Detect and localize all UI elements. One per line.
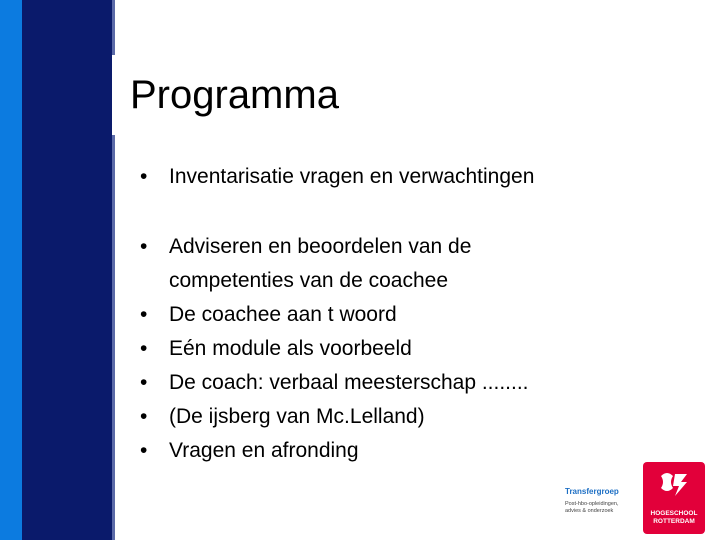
transfergroep-subtitle xyxy=(565,501,635,515)
bullet-dot: • xyxy=(140,165,148,188)
school-name-line: ROTTERDAM xyxy=(653,518,695,525)
bullet-dot: • xyxy=(140,371,148,394)
bullet-text: Adviseren en beoordelen van de competenties van de coachee xyxy=(169,235,472,292)
bullet-dot: • xyxy=(140,405,148,428)
sidebar-accent-stripe xyxy=(0,0,22,540)
bullet-list xyxy=(140,160,700,468)
transfergroep-logo xyxy=(565,487,635,527)
hogeschool-rotterdam-logo xyxy=(643,462,705,534)
bullet-dot: • xyxy=(140,337,148,360)
bullet-text: De coachee aan t woord xyxy=(169,303,397,326)
hogeschool-rotterdam-text xyxy=(643,510,705,526)
bullet-text: Eén module als voorbeeld xyxy=(169,337,412,360)
slide-title: Programma xyxy=(130,73,339,117)
bullet-text: De coach: verbaal meesterschap ........ xyxy=(169,371,529,394)
school-name-line: HOGESCHOOL xyxy=(650,510,698,517)
bullet-item xyxy=(140,230,700,298)
bullet-dot: • xyxy=(140,439,148,462)
bullet-dot: • xyxy=(140,235,148,258)
transfergroep-subtitle-line: advies & onderzoek xyxy=(565,508,614,514)
transfergroep-subtitle-line: Post-hbo-opleidingen, xyxy=(565,501,619,507)
bullet-item xyxy=(140,400,700,434)
bullet-item xyxy=(140,332,700,366)
hogeschool-rotterdam-emblem-icon xyxy=(657,468,691,502)
bullet-text: Vragen en afronding xyxy=(169,439,359,462)
bullet-text: Inventarisatie vragen en verwachtingen xyxy=(169,165,535,188)
bullet-item xyxy=(140,434,700,468)
bullet-item xyxy=(140,298,700,332)
transfergroep-name: Transfergroep xyxy=(565,487,619,496)
bullet-text: (De ijsberg van Mc.Lelland) xyxy=(169,405,425,428)
bullet-item xyxy=(140,366,700,400)
bullet-dot: • xyxy=(140,303,148,326)
bullet-item xyxy=(140,160,700,194)
